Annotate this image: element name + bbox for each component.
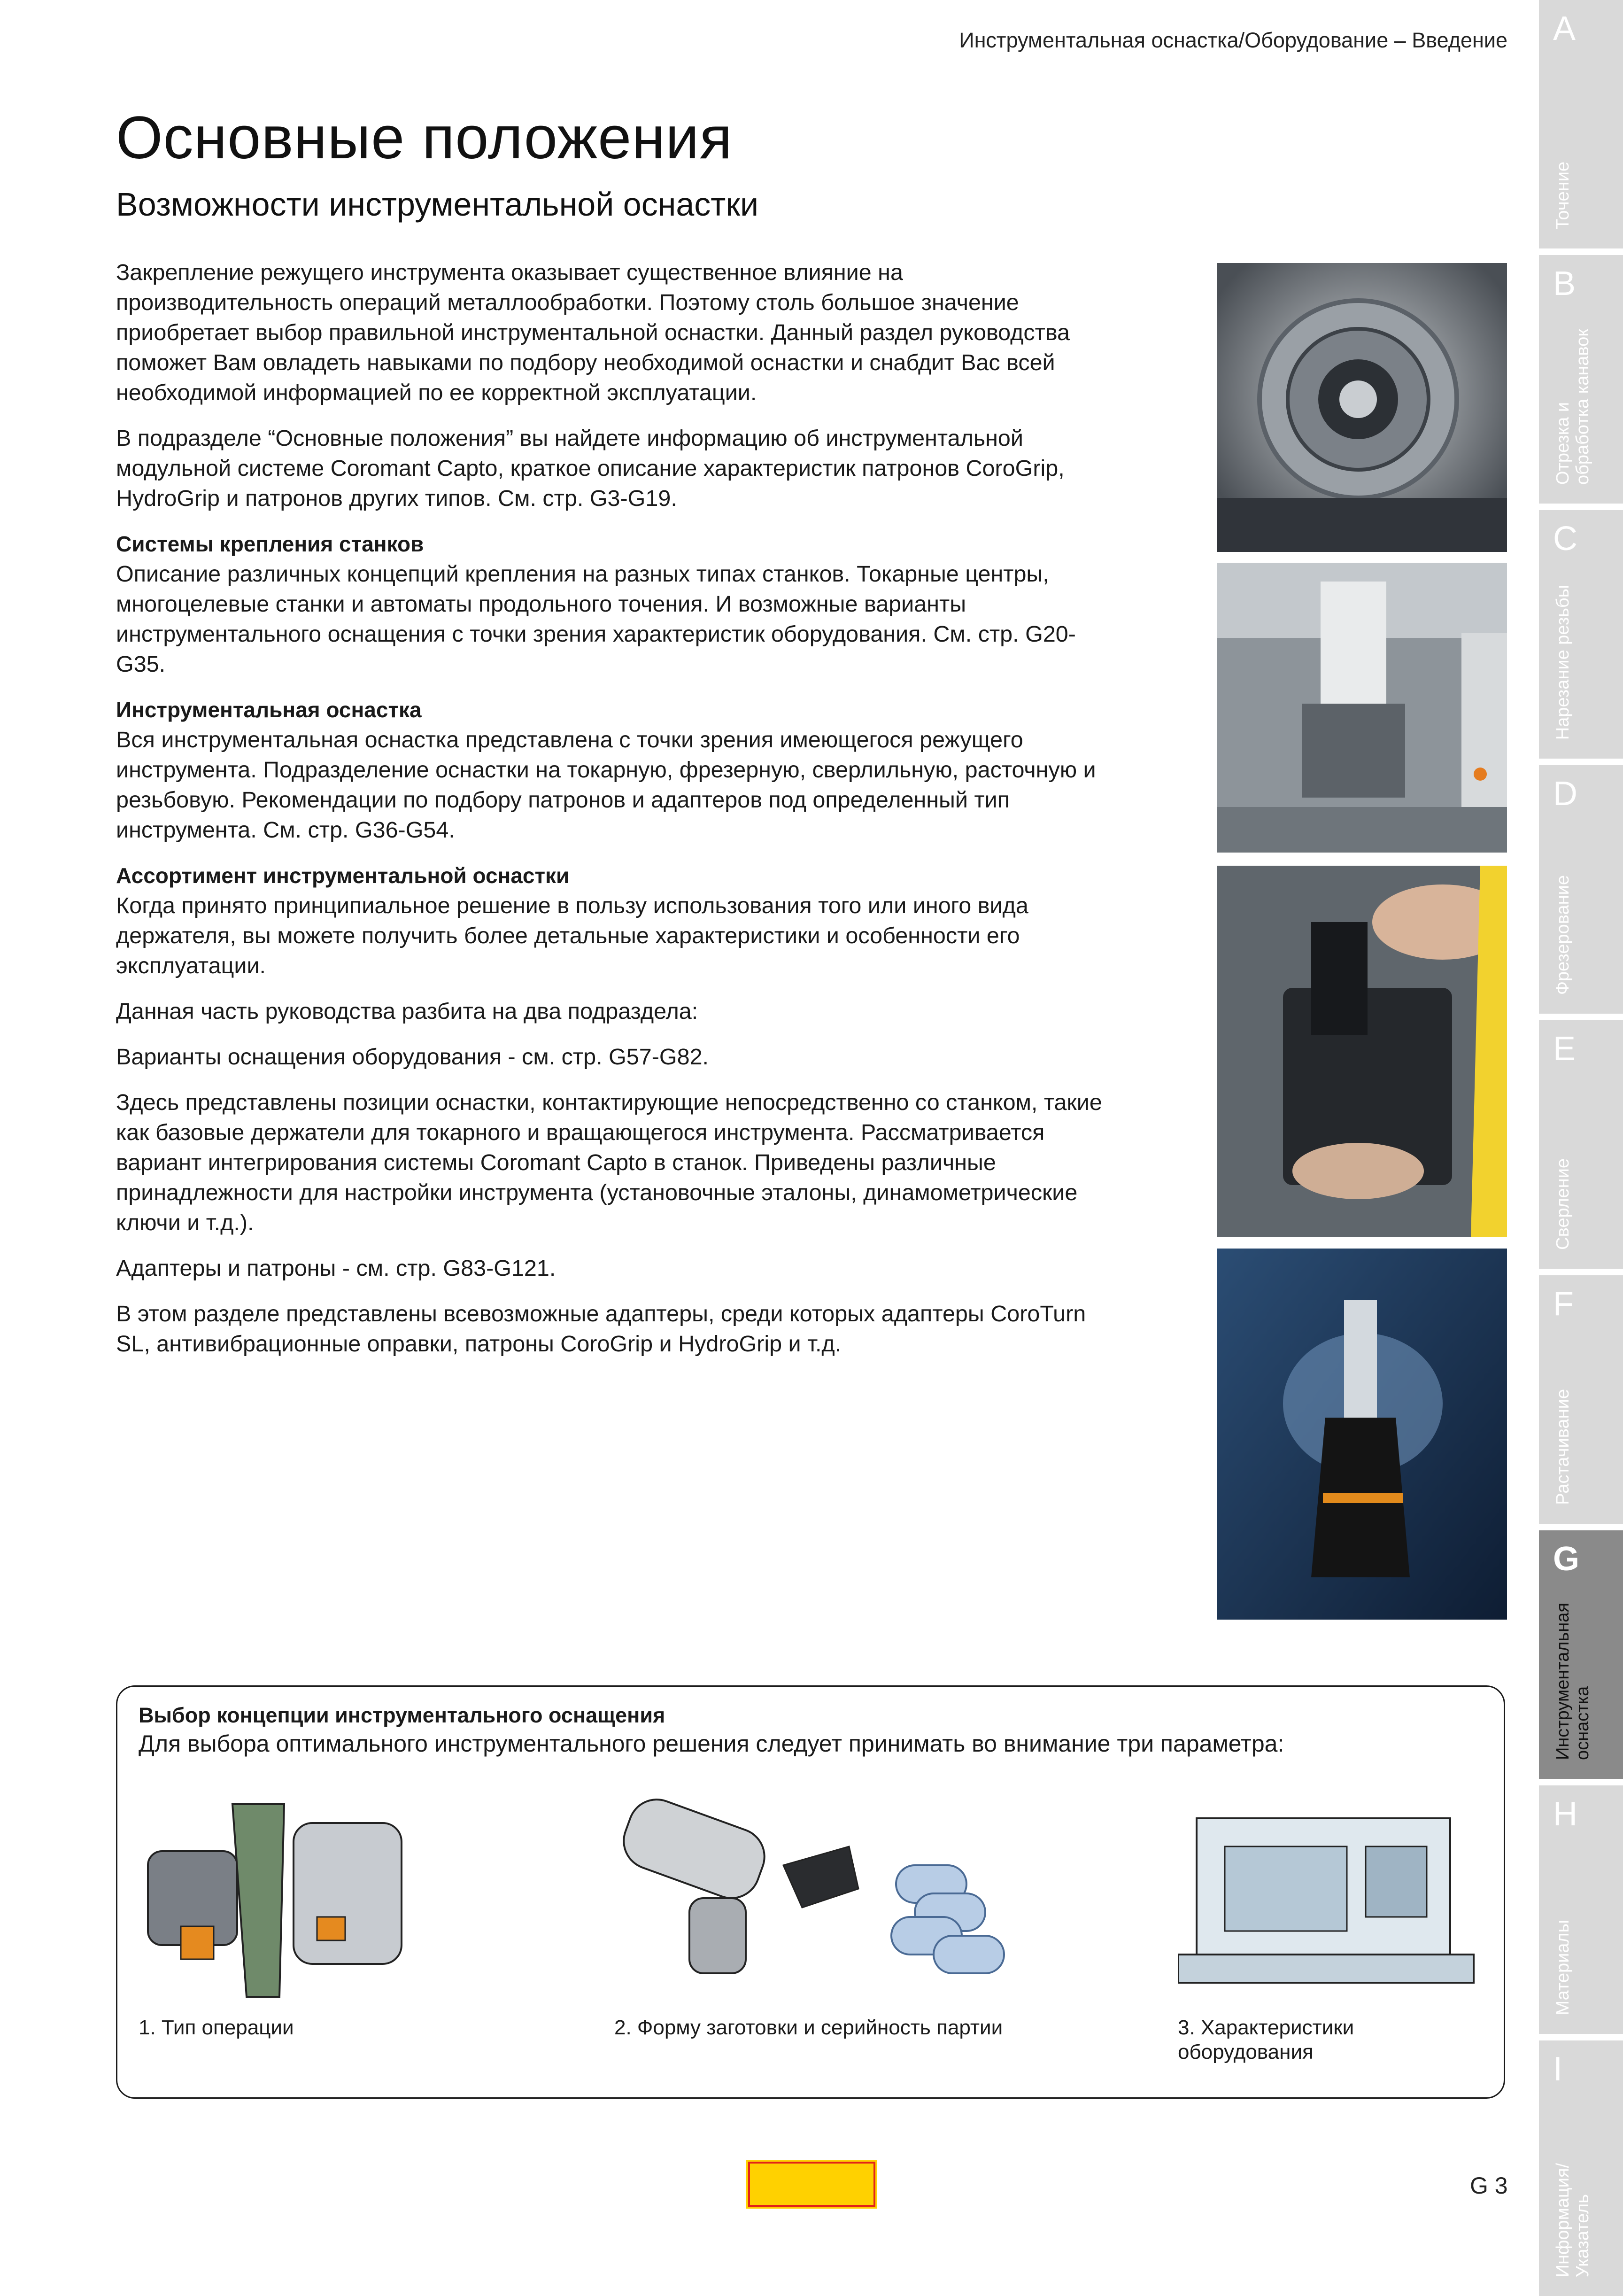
tab-letter: C [1553,520,1577,558]
tab-label: Фрезерование [1553,875,1573,995]
paragraph-split: Данная часть руководства разбита на два подраздела: [116,999,698,1024]
intro-paragraph-1: Закрепление режущего инструмента оказывает существенное влияние на производительность операций металлообработки. Поэтому столь большое значение приобретает выбор правильной инструментальной оснастки. Данный раздел руководства поможет Вам овладеть навыками по подбору необходимой оснастки и снабдит Вас всей необходимой информацией по ее корректной эксплуатации. [116,260,1070,405]
tab-letter: H [1553,1795,1577,1833]
tab-d[interactable] [1539,765,1623,1014]
section-text: Вся инструментальная оснастка представлена с точки зрения имеющегося режущего инструмента. Подразделение оснастки на токарную, фрезерную, сверлильную, расточную и резьбовую. Рекомендации по подбору патронов и адаптеров под определенный тип инструмента. См. стр. G36-G54. [116,727,1096,843]
param-label: 1. Тип операции [139,2016,294,2039]
machine-illustration [1178,1795,1478,2001]
tab-label: Нарезание резьбы [1553,584,1573,740]
tab-letter: I [1553,2050,1563,2088]
tab-letter: A [1553,10,1576,47]
workpieces-illustration [614,1795,1065,2001]
paragraph-variants: Варианты оснащения оборудования - см. стр. G57-G82. [116,1044,709,1070]
section-text: Когда принято принципиальное решение в пользу использования того или иного вида держателя, вы можете получить более детальные характеристики и особенности его эксплуатации. [116,893,1028,978]
paragraph-adapters: Адаптеры и патроны - см. стр. G83-G121. [116,1256,556,1281]
page-title: Основные положения [116,104,733,171]
photo-endmill-holder [1217,1249,1507,1620]
param-machine-characteristics [1178,1795,1478,2064]
section-heading: Ассортимент инструментальной оснастки [116,863,570,888]
tab-label: Растачивание [1553,1389,1573,1505]
tab-letter: E [1553,1030,1576,1068]
sandvik-coromant-logo [746,2160,877,2209]
tab-f[interactable] [1539,1275,1623,1524]
tab-label: Материалы [1553,1919,1573,2015]
tab-letter: D [1553,775,1577,813]
param-workpiece-shape [614,1795,1065,2040]
tab-label: Отрезка и обработка канавок [1553,328,1592,485]
paragraph-variants-desc: Здесь представлены позиции оснастки, контактирующие непосредственно со станком, такие как базовые держатели для токарного и вращающегося инструмента. Рассматривается вариант интегрирования системы Coromant Capto в станок. Приведены различные принадлежности для настройки инструмента (установочные эталоны, динамометрические ключи и т.д.). [116,1090,1102,1235]
photo-spindle [1217,263,1507,552]
tab-b[interactable] [1539,255,1623,504]
section-assortment [116,861,1116,981]
tab-label: Инструментальная оснастка [1553,1602,1592,1760]
intro-paragraph-2: В подразделе “Основные положения” вы найдете информацию об инструментальной модульной системе Coromant Capto, краткое описание характеристик патронов CoroGrip, HydroGrip и патронов других типов. См. стр. G3-G19. [116,426,1065,511]
main-content [116,257,1116,1374]
tab-letter: B [1553,265,1576,303]
section-text: Описание различных концепций крепления на разных типах станков. Токарные центры, многоцелевые станки и автоматы продольного точения. И возможные варианты инструментального оснащения с точки зрения характеристик оборудования. См. стр. G20-G35. [116,561,1076,677]
param-operation-type [139,1795,430,2040]
param-label: 3. Характеристики оборудования [1178,2016,1354,2063]
tab-h[interactable] [1539,1785,1623,2034]
tab-e[interactable] [1539,1020,1623,1269]
section-tabs [1539,0,1623,2296]
section-heading: Системы крепления станков [116,532,424,556]
section-machine-clamping [116,529,1116,679]
tab-a[interactable] [1539,0,1623,248]
param-label: 2. Форму заготовки и серийность партии [614,2016,1003,2039]
section-heading: Инструментальная оснастка [116,698,422,722]
tab-letter: F [1553,1285,1574,1323]
tooling-selection-box [116,1685,1505,2099]
tab-label: Точение [1553,162,1573,230]
cutting-tools-illustration [139,1795,430,2001]
tab-c[interactable] [1539,510,1623,759]
header-title: Инструментальная оснастка/Оборудование – Введение [959,28,1507,52]
photo-tool-assembly [1217,866,1507,1237]
section-tooling [116,695,1116,845]
box-text: Для выбора оптимального инструментального решения следует принимать во внимание три параметра: [139,1730,1284,1757]
tab-g[interactable] [1539,1530,1623,1779]
page-subtitle: Возможности инструментальной оснастки [116,186,759,223]
tab-label: Сверление [1553,1158,1573,1250]
box-title: Выбор концепции инструментального оснащения [139,1703,665,1727]
paragraph-adapters-desc: В этом разделе представлены всевозможные адаптеры, среди которых адаптеры CoroTurn SL, антивибрационные оправки, патроны CoroGrip и HydroGrip и т.д. [116,1301,1086,1357]
tab-letter: G [1553,1540,1580,1578]
tab-i[interactable] [1539,2040,1623,2296]
page-number: G 3 [1470,2172,1508,2199]
photo-machine-interior [1217,563,1507,853]
tab-label: Информация/ Указатель [1553,2163,1592,2277]
